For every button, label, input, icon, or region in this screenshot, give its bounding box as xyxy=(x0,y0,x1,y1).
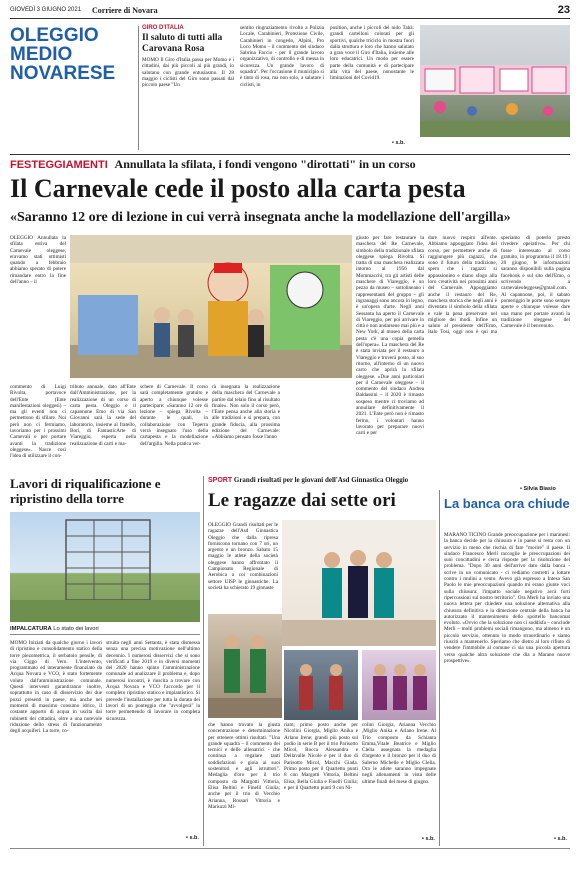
torre-caption xyxy=(10,626,200,632)
brand-line-1: OLEGGIO xyxy=(10,25,99,46)
torre-title: Lavori di riqualificazione e ripristino della torre xyxy=(10,476,161,506)
giro-kicker: GIRO D'ITALIA xyxy=(142,25,184,31)
torre-caption-kicker: IMPALCATURA xyxy=(10,626,52,632)
carnevale-kicker-title: Annullata la sfilata, i fondi vengono "dirottati" in un corso xyxy=(114,157,416,171)
column-rule-2 xyxy=(203,476,204,846)
giro-signature: • s.b. xyxy=(392,140,405,146)
giro-col2: sentito ringraziamento rivolto a Polizia Locale, Carabinieri, Protezione Civile, Carabinieri in congedo, Alpini, Pro Loco Momo - il commento del sindaco Sabrina Faccio - per il grande lavoro organizzativo, di controllo e di messa in sicurezza. Un grande lavoro di squadra". Per l'occasione il municipio si è tinto di rosa, ma non solo, a salutare i ciclisti, in xyxy=(240,25,324,88)
ragazze-photo-3-drawing xyxy=(284,650,358,720)
caption-rule xyxy=(10,634,200,635)
header-paper: Corriere di Novara xyxy=(92,6,158,15)
carnevale-signature: • Silvia Biasio xyxy=(520,486,556,492)
section-brand xyxy=(10,25,116,84)
ragazze-title: Le ragazze dai sette ori xyxy=(208,490,396,511)
giro-photo xyxy=(420,25,570,137)
giro-col1: MOMO Il Giro d'Italia passa per Momo e i cittadini, dai più piccoli ai più grandi, lo salutano con grande entusiasmo. Il 28 maggio i ciclisti del Giro sono passati dal piccolo paese "Un xyxy=(142,57,234,89)
banca-signature: • s.b. xyxy=(554,836,567,842)
ragazze-photo-4-drawing xyxy=(362,650,436,720)
ragazze-photo-2 xyxy=(208,614,282,718)
column-rule-3 xyxy=(439,490,440,846)
banca-text: MARANO TICINO Grande preoccupazione per i maranesi: la banca decide per la chiusura e in paese si resta con un servizio in meno che rischia di fare "morire" il paese. Il sindaco Francesco Merli raccoglie le preoccupazioni dei suoi concittadini e cerca risposte per la risoluzione del problema. "Dopo 30 anni dell'arrivo dato dalla banca - scrive in un comunicato - ci vediamo costretti a lottare contro i mulini a vento. Avevo già espresso a Intesa San Paolo le mie preoccupazioni quando mi erano giunte voci sulla chiusura: l'impatto sociale negativo avrà forti ripercussioni sul nostro territorio". Ora Merli ha inviato una nuova lettera per chiedere una soluzione alternativa alla chiusura definitiva e la dimezione centrale della banca ha autorizzato il mantenimento dello sportello bancomat evoluto. «Ovvio che la soluzione non ci soddisfa – conclude Merli – molti problemi sociali rimangono, ma almeno è un piccolo servizio, ottenuto in modo straordinario e siamo riusciti a mantenerlo. Speriamo che dietro al loro rifiuto di vendere l'immobile al comune ci sia una piccola apertura verso qualche altra soluzione che dia a Marano nuove prospettive». xyxy=(444,532,570,664)
ragazze-photo-4 xyxy=(362,650,436,720)
carnevale-col1a: OLEGGIO Annullata la sfilata estiva del Carnevale oleggese, eravamo stati ottimisti quando a febbraio abbiamo sperato di potere rimandare entro la fine dell'anno – il xyxy=(10,235,66,286)
carnevale-col5: giusto per fare restaurare la maschera del Re Carnevale, simbolo della tradizionale sfilata oleggese spiega Rivolta. Si tratta di una maschera realizzata intorno al 1956 dal Mommacchi, tra gli artisti delle maschere di Viareggio, è un pezzo da museo – sottolineano i rappresentanti del gruppo – gli ingranaggi sono ancora in legno, è un'opera d'arte. Negli anni Sessanta ha aperto il Carnevale di Viareggio, per poi arrivare in città e non andarsene mai più e a New York, al museo della carta pesta c'è una copia gemella dell'opera». La maschera del Re è stata inviata per il restauro a Viareggio e troverà posto, al suo ritorno, all'interno di un nuovo carro che aprirà la sfilata oleggese. «Due anni particolari per il Carnevale oleggese – il commento del sindaco Andrea Baldassini – il 2020 è rimasto sospeso mentre ci troviamo ad annullare definitivamente il 2021. L'Ente però non è rimasto fermo, i volontari hanno lavorato per preparare nuovi carri e per xyxy=(356,235,424,437)
column-rule xyxy=(138,26,139,150)
carnevale-kicker-line xyxy=(10,158,570,172)
ragazze-photo-1 xyxy=(282,520,436,646)
ragazze-kicker-line xyxy=(208,476,436,485)
page-header xyxy=(10,6,570,19)
giro-title: Il saluto di tutti alla Carovana Rosa xyxy=(142,33,223,54)
carnevale-col6: dare nuovo respiro all'ente. Abbiamo appoggiato l'idea del corso, per permettere anche di raggiungere più ragazzi, che sono il futuro della tradizione, spero che i ragazzi si appassionino e diano sfogo alla loro creatività nei prossimi anni del Carnevale. Appoggiamo anche il restauro del Re, maschera storica che negli anni è diventato il simbolo della sfilata e vale la pena preservare nel migliore dei modi. Infine un saluto al presidente dell'Emo, Italo Tosi, oggi non è qui ma speriamo di poterlo presto rivedere operativo». Per chi fosse interessato al corso gratuito, in programma il 18.19 | 20 giugno, le informazioni saranno disponibili sulla pagina facebook e sul sito dell'Emo, o scrivendo a carnevaleoleggese@gmail.com. Al capannone, poi, il sabato pomeriggio le porte sono sempre aperte e chiunque volesse dare una mano per portare avanti la tradizione oleggese del Carnevale è il benvenuto. xyxy=(428,235,570,336)
carnevale-kicker: FESTEGGIAMENTI xyxy=(10,159,108,171)
brand-line-2: MEDIO xyxy=(10,44,73,65)
brand-line-3: NOVARESE xyxy=(10,63,116,84)
ragazze-photo-2-drawing xyxy=(208,614,282,718)
ragazze-col1: che hanno trovato la giusta concentrazione e determinazione per ottenere ottimi risultati. "Una grande squadra – il commento dei tecnici e delle allenatrici - che continua a regalare tanti soddisfazioni e gioia ai suoi sostenitori e agli istruttori". Medaglia d'oro per il trio composto da Margotti Vittoria, Elisa Beltini e Finelli Giulia; anche per il trio di Vecchio Arianna, Rossari Vittoria e Mariuzzi Mi- xyxy=(208,722,280,810)
ragazze-signature: • s.b. xyxy=(422,836,435,842)
page-number: 23 xyxy=(557,4,570,16)
ragazze-photo-3 xyxy=(284,650,358,720)
torre-photo xyxy=(10,512,200,622)
giro-col3: position, anche i piccoli del nido Tabà: grandi cartelloni colorati per gli sportivi, qualche triciclo in mostra fuori dalla struttura e loro che hanno salutato a gran voce il Giro d'Italia, insieme alle loro educatrici. Un modo per essere parte della comunità e di partecipare alla vita del paese, nonostante le limitazioni del Covid19. xyxy=(330,25,414,82)
ragazze-col3: colini Giorgia, Arianna Vecchio ,Miglio Anika e Arlano Irene. Al Trio composto da Schianta Emma,Vitale Beatrice e Miglio Clelia assegnata la medaglia d'argento e il bronzo per il duo di Salerno Michelle e Miglio Clelia. Ora le atlete saranno impegnate negli allenamenti in vista delle ultime finali del mese di giugno. xyxy=(362,722,436,785)
section-divider xyxy=(10,154,570,155)
carnevale-col4: rà insegnata la realizzazione della maschera del Carnevale a partire dal telaio fino al risultato finale». Non solo il corso però, l'Ente pensa anche alla storia e alle tradizioni e si prepara, con grande fiducia, alla prossima edizione del Carnevale: «Abbiamo pensato fosse l'anno xyxy=(212,384,280,441)
header-date: GIOVEDÌ 3 GIUGNO 2021 xyxy=(10,7,82,13)
torre-col1: MOMO Iniziati da qualche giorno i lavori di ripristino e consolidamento statico della torre piezometrica, il serbatoio pensile, di via Ciggo di Vero. L'intervento, programmato ed interamente finanziato da Acqua Novara e VCO, è stato fortemente voluto dall'amministrazione comunale. Questi interventi garantiranno inoltre, soprattutto in caso di disservizio dei due pozzi presenti in paese, ma anche nei momenti di massimo consumo idrico, il costante apporto di acqua in uscita dai rubinetti dei cittadini, oltre a una notevole riduzione dello stress di funzionamento degli acquiferi. La torre, co- xyxy=(10,640,102,735)
ragazze-lead: OLEGGIO Grandi risultati per le ragazze dell'Asd Ginnastica Oleggio che dalla ripresa forniscono tornano con 7 ori, un argento e un bronzo. Sabato 15 maggio le atlete della società oleggese hanno affrontato il Campionato Regionale di Aerobica a coi combinazioni settore UISP le ginnastiche. La società ha schierato 19 ginnaste xyxy=(208,522,278,591)
carnevale-col1b: commento di Luigi Rivolta, portavoce dell'Ente (Ente manifestazioni oleggesi) – ma gli eventi non ci permettono di sfilare. Noi però non ci fermiamo, lavoriamo per i prossimi Carnevali e per portare avanti la tradizione oleggese». Nasce così l'idea di utilizzare il con- xyxy=(10,384,66,460)
ragazze-kicker-title: Grandi risultati per le giovani dell'Asd Ginnastica Oleggio xyxy=(233,476,409,484)
banca-title: La banca ora chiude xyxy=(444,496,570,511)
carnevale-col3: schere di Carnevale. Il corso sarà completamente gratuito e aperto a chiunque volesse partecipare: «Saranno 12 ore di lezione – spiega Rivolta – durante le quali, in collaborazione con Teperra verrà insegnato l'uso della cartapesta e la modellazione dell'argilla. Nella pratica ver- xyxy=(140,384,208,447)
footer-rule xyxy=(10,848,570,849)
carnevale-subtitle: «Saranno 12 ore di lezione in cui verrà insegnata anche la modellazione dell'argilla» xyxy=(10,210,511,225)
carnevale-title: Il Carnevale cede il posto alla carta pesta xyxy=(10,174,466,203)
torre-col2: struita negli anni Settanta, è stata dismessa senza una precisa motivazione nell'ultimo decennio. I numerosi disservizi che si sono verificati a fine 2019 e in diversi momenti del 2020 hanno spinto l'amministrazione comunale ad analizzare il problema e, dopo numerosi incontri, è riuscita a trovare con Acqua Novara e VCO l'accordo per il completo ripristino statico e impiantistico. Si prevede l'installazione per tutta la durata dei lavori di un ponteggio che "avvolgerà" la torre permettendo di lavorare in completa sicurezza. xyxy=(106,640,200,722)
ragazze-kicker: SPORT xyxy=(208,477,233,484)
giro-photo-drawing xyxy=(420,25,570,137)
carnevale-col2: tributo annuale, dato all'Ente dall'Amministrazione, per la realizzazione di un corso di carta pesta. Oleggio e il capannone Emo di via San Giovanni sarà la sede del laboratorio, insieme al fratello, Bori, di FantasticArte di Viareggio, esperta nella realizzazione di carri e ma- xyxy=(70,384,136,447)
ragazze-col2: riam; primo posto anche per Nicolini Giorgia, Miglio Anika e Arlano Irene; grandi più posto sul podio in serie B per il trio Parisotto Micol, Rocca Alessandra e Dellavalle Nicole e per il duo di Parisotto Micol, Macchi Giada. Primo posto per il Quartetto punti 8 con Margotti Vittoria, Beltini Elisa, Bella Giulia e Finelli Giulia; e per il Quartetto punti 9 con Ni- xyxy=(284,722,358,791)
ragazze-photo-1-drawing xyxy=(282,520,436,646)
carnevale-photo xyxy=(70,235,352,378)
torre-caption-text: Lo stato dei lavori xyxy=(53,626,99,632)
torre-photo-drawing xyxy=(10,512,200,622)
torre-signature: • s.b. xyxy=(186,835,199,841)
carnevale-photo-drawing xyxy=(70,235,352,378)
